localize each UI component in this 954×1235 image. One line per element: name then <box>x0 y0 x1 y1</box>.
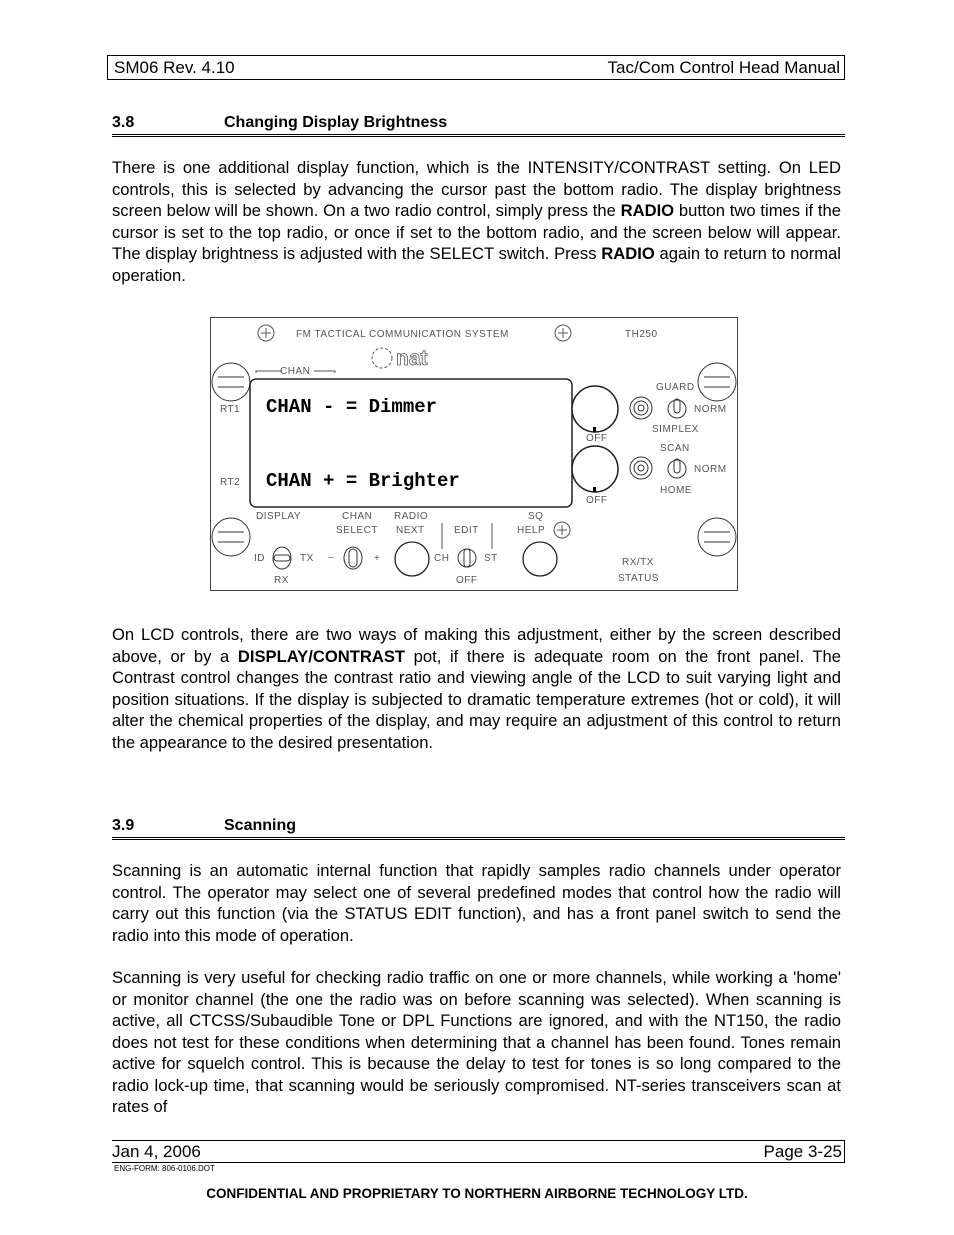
volume-knob-rt2[interactable] <box>572 446 618 492</box>
status-label: STATUS <box>618 573 659 584</box>
section-title: Changing Display Brightness <box>224 114 448 131</box>
footer-date: Jan 4, 2006 <box>112 1142 201 1161</box>
section-heading-3-8 <box>112 114 845 137</box>
lcd-line-dimmer: CHAN - = Dimmer <box>266 396 438 418</box>
paragraph-scanning-detail: Scanning is very useful for checking radio traffic on one or more channels, while working a 'home' or monitor channel (the one the radio was on before scanning was selected). When scanning is active, all CTCSS/Subaudible Tone or DPL Functions are ignored, and with the NT150, the radio does not test for these conditions when determining that a channel has been found. Tones remain active for squelch control. This is because the delay to test for tones is so long compared to the radio lock-up time, that scanning would be seriously compromised. NT-series transceivers scan at rates of <box>112 968 841 1116</box>
home-label: HOME <box>660 485 692 496</box>
paragraph-lcd-contrast: On LCD controls, there are two ways of making this adjustment, either by the screen described above, or by a DISPLAY/CONTRAST pot, if there is adequate room on the front panel. The Contrast control changes the contrast ratio and viewing angle of the LCD to suit varying light and position situations. If the display is subjected to dramatic temperature extremes (hot or cold), it will alter the chemical properties of the display, and may require an adjustment of this control to return the appearance to the desired presentation. <box>112 625 841 752</box>
header-doc-id: SM06 Rev. 4.10 <box>114 58 235 77</box>
rxtx-label: RX/TX <box>622 557 654 568</box>
header-manual-title: Tac/Com Control Head Manual <box>607 58 840 77</box>
control-head-figure <box>210 317 738 591</box>
form-id: ENG-FORM: 806-0106.DOT <box>114 1164 215 1173</box>
volume-knob-rt1[interactable] <box>572 386 618 432</box>
off-label-3: OFF <box>456 575 478 586</box>
rt2-label: RT2 <box>220 477 241 488</box>
help-label: HELP <box>517 525 546 536</box>
radio-next-label-top: RADIO <box>394 511 429 522</box>
off-label-2: OFF <box>586 495 608 506</box>
guard-label: GUARD <box>656 382 695 393</box>
section-heading-3-9 <box>112 817 845 840</box>
edit-label: EDIT <box>454 525 479 536</box>
norm-label-2: NORM <box>694 464 727 475</box>
minus-label: − <box>328 553 335 564</box>
footer-page-number: Page 3-25 <box>763 1142 842 1161</box>
norm-label-1: NORM <box>694 404 727 415</box>
chan-select-label-bottom: SELECT <box>336 525 378 536</box>
lcd-line-brighter: CHAN + = Brighter <box>266 470 460 492</box>
section-number: 3.9 <box>112 817 135 834</box>
sq-help-button[interactable] <box>523 542 557 576</box>
st-label: ST <box>484 553 498 564</box>
panel-model: TH250 <box>625 329 658 340</box>
scan-label: SCAN <box>660 443 690 454</box>
paragraph-brightness: There is one additional display function, which is the INTENSITY/CONTRAST setting. On LED controls, this is selected by advancing the cursor past the bottom radio. The display brightness screen below will be shown. On a two radio control, simply press the RADIO button two times if the cursor is set to the top radio, or once if set to the bottom radio, and the screen below will appear. The display brightness is adjusted with the SELECT switch. Press RADIO again to return to normal operation. <box>112 158 841 285</box>
confidential-notice: CONFIDENTIAL AND PROPRIETARY TO NORTHERN AIRBORNE TECHNOLOGY LTD. <box>206 1186 748 1201</box>
off-label-1: OFF <box>586 433 608 444</box>
simplex-label: SIMPLEX <box>652 424 699 435</box>
page-header <box>107 55 845 80</box>
plus-label: + <box>374 553 381 564</box>
rt1-label: RT1 <box>220 404 241 415</box>
section-number: 3.8 <box>112 114 135 131</box>
section-title: Scanning <box>224 817 297 834</box>
chan-select-label-top: CHAN <box>342 511 373 522</box>
chan-tab-label: CHAN <box>280 366 311 377</box>
paragraph-scanning-intro: Scanning is an automatic internal function that rapidly samples radio channels under operator control. The operator may select one of several predefined modes that control how the radio will carry out this function (via the STATUS EDIT function), and has a front panel switch to send the radio into this mode of operation. <box>112 861 841 945</box>
page-footer <box>112 1140 845 1163</box>
display-label: DISPLAY <box>256 511 301 522</box>
id-label: ID <box>254 553 265 564</box>
radio-next-button[interactable] <box>395 542 429 576</box>
rx-label: RX <box>274 575 289 586</box>
radio-next-label-bottom: NEXT <box>396 525 425 536</box>
ch-label: CH <box>434 553 450 564</box>
panel-title: FM TACTICAL COMMUNICATION SYSTEM <box>296 329 509 340</box>
sq-label: SQ <box>528 511 544 522</box>
tx-label: TX <box>300 553 314 564</box>
brand-text: nat <box>396 347 428 370</box>
